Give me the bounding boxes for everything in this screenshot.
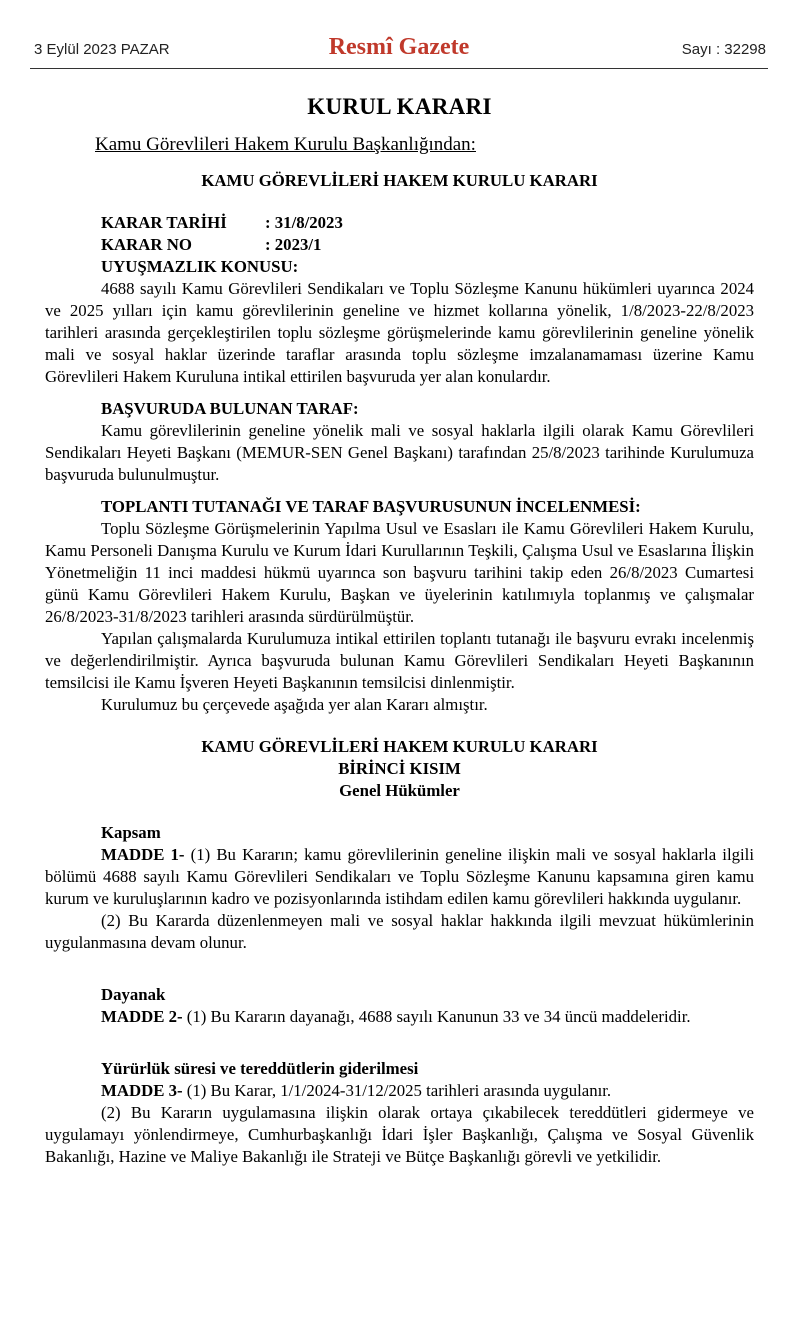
decision-section-heading: KAMU GÖREVLİLERİ HAKEM KURULU KARARI: [201, 737, 598, 756]
review-paragraph-3: Kurulumuz bu çerçevede aşağıda yer alan Kararı almıştır.: [101, 695, 488, 714]
decision-no-value: : 2023/1: [265, 235, 322, 254]
decision-no-label: KARAR NO: [101, 235, 192, 254]
dispute-heading: UYUŞMAZLIK KONUSU:: [101, 257, 299, 276]
review-paragraph-1: Toplu Sözleşme Görüşmelerinin Yapılma Usul ve Esasları ile Kamu Görevlileri Hakem Kurulu, Kamu Personeli Danışma Kurulu ve Kurum İdari Kurullarının Teşkili, Çalışma Usul ve Esaslarına İlişkin Yönetmeliğin 11 inci maddesi hükmü uyarınca son başvuru tarihini takip eden 26/8/2023 Cumartesi günü Kamu Görevlileri Hakem Kurulu, Başkan ve üyelerinin katılımıyla toplanmış ve çalışmalar 26/8/2023-31/8/2023 tarihleri arasında sürdürülmüştür.: [45, 519, 754, 626]
part-title: Genel Hükümler: [339, 781, 460, 800]
article-3-text: (1) Bu Karar, 1/1/2024-31/12/2025 tarihleri arasında uygulanır.: [182, 1081, 612, 1100]
header-date: 3 Eylül 2023 PAZAR: [34, 41, 170, 58]
article-1-paragraph-1: [45, 844, 754, 910]
issuing-authority: Kamu Görevlileri Hakem Kurulu Başkanlığından:: [95, 134, 476, 155]
decision-heading: KAMU GÖREVLİLERİ HAKEM KURULU KARARI: [201, 171, 598, 190]
article-2-paragraph-1: [45, 1006, 754, 1028]
article-2-text: (1) Bu Kararın dayanağı, 4688 sayılı Kanunun 33 ve 34 üncü maddeleridir.: [182, 1007, 691, 1026]
article-1-text: (1) Bu Kararın; kamu görevlilerinin geneline ilişkin mali ve sosyal haklarla ilgili bölümü 4688 sayılı Kamu Görevlileri Sendikaları ve Toplu Sözleşme Kanunu kapsamına giren kamu kurum ve kuruluşlarının kadro ve pozisyonlarında istihdam edilen kamu görevlileri hakkında uygulanır.: [45, 845, 754, 908]
decision-date-label: KARAR TARİHİ: [101, 213, 227, 232]
article-3-title: Yürürlük süresi ve tereddütlerin giderilmesi: [101, 1059, 419, 1078]
decision-date-value: : 31/8/2023: [265, 213, 343, 232]
article-1-number: MADDE 1-: [101, 845, 185, 864]
article-3-paragraph-2: (2) Bu Kararın uygulamasına ilişkin olarak ortaya çıkabilecek tereddütleri gidermeye ve uygulamayı yönlendirmeye, Cumhurbaşkanlığı İdari İşler Başkanlığı, Çalışma ve Sosyal Güvenlik Bakanlığı, Hazine ve Maliye Bakanlığı ile Strateji ve Bütçe Başkanlığı görevli ve yetkilidir.: [45, 1103, 754, 1166]
article-3-paragraph-1: [45, 1080, 754, 1102]
gazette-header: [30, 34, 768, 68]
applicant-text: Kamu görevlilerinin geneline yönelik mali ve sosyal haklarla ilgili olarak Kamu Görevlileri Sendikaları Heyeti Başkanı (MEMUR-SEN Genel Başkanı) tarafından 25/8/2023 tarihinde Kurulumuza başvuruda bulunulmuştur.: [45, 421, 754, 484]
applicant-heading: BAŞVURUDA BULUNAN TARAF:: [101, 399, 359, 418]
header-issue: Sayı : 32298: [681, 41, 766, 58]
review-paragraph-2: Yapılan çalışmalarda Kurulumuza intikal ettirilen toplantı tutanağı ile başvuru evrakı incelenmiş ve değerlendirilmiştir. Ayrıca başvuruda bulunan Kamu Görevlileri Sendikaları Heyeti Başkanının temsilcisi ile Kamu İşveren Heyeti Başkanının temsilcisi dinlenmiştir.: [45, 629, 754, 692]
article-3-number: MADDE 3-: [101, 1081, 183, 1100]
header-divider: [30, 68, 768, 69]
document-body: [45, 96, 754, 1168]
dispute-text: 4688 sayılı Kamu Görevlileri Sendikaları ve Toplu Sözleşme Kanunu hükümleri uyarınca 2024 ve 2025 yılları için kamu görevlilerinin geneline ve hizmet kollarına yönelik, 1/8/2023-22/8/2023 tarihleri arasında gerçekleştirilen toplu sözleşme görüşmelerinde kamu görevlilerinin geneline yönelik mali ve sosyal haklar üzerinde taraflar arasında toplu sözleşme imzalanamaması üzerine Kamu Görevlileri Hakem Kuruluna intikal ettirilen başvuruda yer alan konulardır.: [45, 279, 754, 386]
page-title: KURUL KARARI: [307, 94, 492, 119]
article-2-title: Dayanak: [101, 985, 166, 1004]
decision-no-row: [45, 234, 754, 256]
decision-date-row: [45, 212, 754, 234]
gazette-name: Resmî Gazete: [328, 34, 470, 60]
article-1-title: Kapsam: [101, 823, 161, 842]
article-2-number: MADDE 2-: [101, 1007, 183, 1026]
article-1-paragraph-2: (2) Bu Kararda düzenlenmeyen mali ve sosyal haklar hakkında ilgili mevzuat hükümlerinin uygulanmasına devam olunur.: [45, 911, 754, 952]
review-heading: TOPLANTI TUTANAĞI VE TARAF BAŞVURUSUNUN İNCELENMESİ:: [101, 497, 641, 516]
part-heading: BİRİNCİ KISIM: [338, 759, 461, 778]
